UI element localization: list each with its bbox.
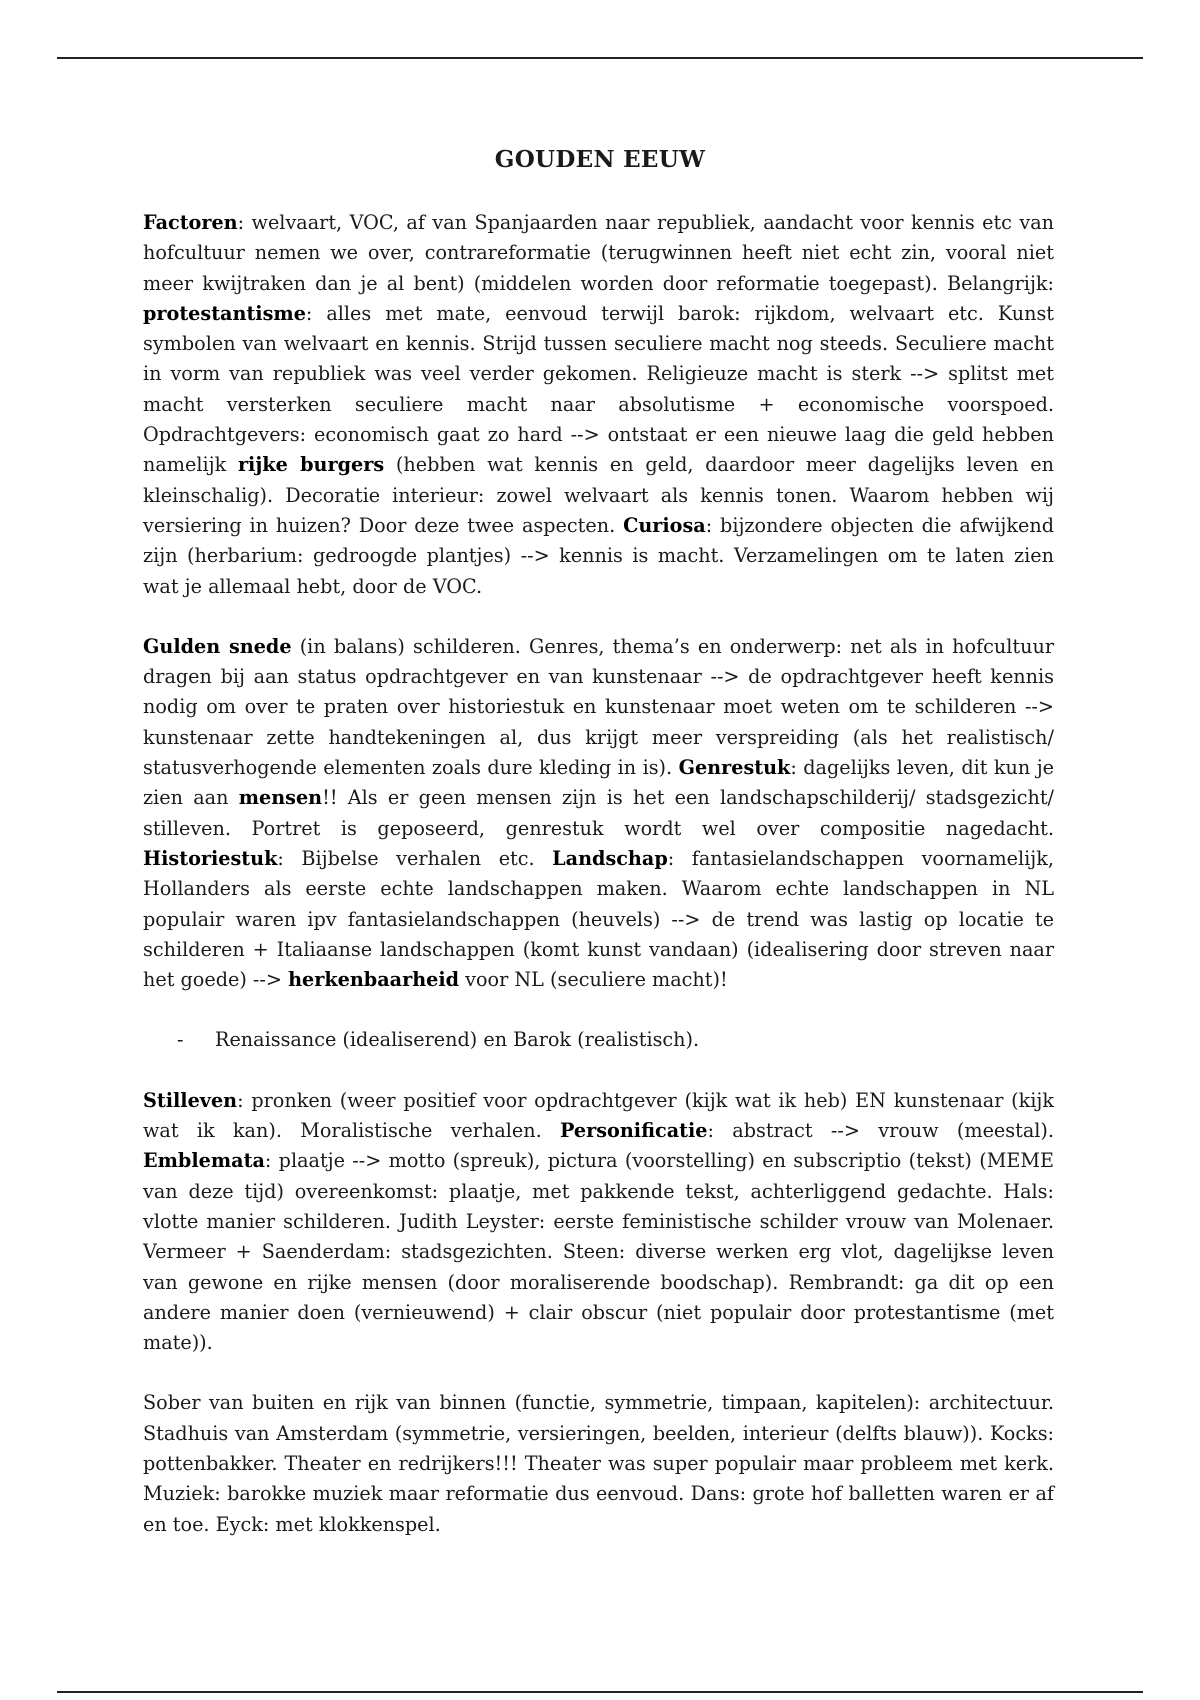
document-body xyxy=(143,208,1054,1540)
paragraph-gap xyxy=(143,995,1054,1025)
term-landschap: Landschap xyxy=(552,846,668,870)
text-run: : bijzondere objecten die afwijkend zijn (herbarium: gedroogde plantjes) --> kennis is macht. Verzamelingen om te laten zien wat je allemaal hebt, door de VOC. xyxy=(143,513,1055,598)
text-run: : pronken (weer positief voor opdrachtgever (kijk wat ik heb) EN kunstenaar (kijk wat ik kan). Moralistische verhalen. xyxy=(143,1088,1054,1143)
text-run: : fantasielandschappen voornamelijk, Hollanders als eerste echte landschappen maken. Waarom echte landschappen in NL populair waren ipv fantasielandschappen (heuvels) --> de trend was lastig op locatie te schilderen + Italiaanse landschappen (komt kunst vandaan) (idealisering door streven naar het goede) --> xyxy=(143,846,1054,992)
text-run: Sober van buiten en rijk van binnen (functie, symmetrie, timpaan, kapitelen): architectuur. Stadhuis van Amsterdam (symmetrie, versieringen, beelden, interieur (delfts blauw)). Kocks: pottenbakker. Theater en redrijkers!!! Theater was super populair maar probleem met kerk. Muziek: barokke muziek maar reformatie dus eenvoud. Dans: grote hof balletten waren er af en toe. Eyck: met klokkenspel. xyxy=(143,1391,1054,1536)
text-run: : plaatje --> motto (spreuk), pictura (voorstelling) en subscriptio (tekst) (MEME van deze tijd) overeenkomst: plaatje, met pakkende tekst, achterliggend gedachte. Hals: vlotte manier schilderen. Judith Leyster: eerste feministische schilder vrouw van Molenaer. Vermeer + Saenderdam: stadsgezichten. Steen: diverse werken erg vlot, dagelijkse leven van gewone en rijke mensen (door moraliserende boodschap). Rembrandt: ga dit op een andere manier doen (vernieuwend) + clair obscur (niet populair door protestantisme (met mate)). xyxy=(143,1149,1054,1355)
term-genrestuk: Genrestuk xyxy=(678,756,791,780)
paragraph-gulden-snede xyxy=(143,632,1054,996)
text-run: : welvaart, VOC, af van Spanjaarden naar republiek, aandacht voor kennis etc van hofcultuur nemen we over, contrareformatie (terugwinnen heeft niet echt zin, vooral niet meer kwijtraken dan je al bent) (middelen worden door reformatie toegepast). Belangrijk: xyxy=(143,211,1054,295)
text-run: (hebben wat kennis en geld, daardoor meer dagelijks leven en kleinschalig). Decoratie interieur: zowel welvaart als kennis tonen. Waarom hebben wij versiering in huizen? Door deze twee aspecten. xyxy=(143,453,1054,537)
term-factoren: Factoren xyxy=(143,211,238,234)
term-personificatie: Personificatie xyxy=(560,1119,708,1143)
bottom-rule xyxy=(57,1691,1143,1693)
term-emblemata: Emblemata xyxy=(143,1149,265,1173)
paragraph-stilleven xyxy=(143,1086,1054,1359)
term-stilleven: Stilleven xyxy=(143,1088,238,1112)
text-run: : dagelijks leven, dit kun je zien aan xyxy=(143,756,1055,810)
paragraph-gap xyxy=(143,1358,1054,1388)
term-protestantisme: protestantisme xyxy=(143,301,306,325)
paragraph-factoren xyxy=(143,208,1054,602)
list-item-text: Renaissance (idealiserend) en Barok (realistisch). xyxy=(215,1028,700,1052)
text-run: voor NL (seculiere macht)! xyxy=(459,968,728,992)
term-gulden-snede: Gulden snede xyxy=(143,634,292,658)
text-run: : abstract --> vrouw (meestal). xyxy=(707,1119,1054,1143)
top-rule xyxy=(57,57,1143,59)
term-historiestuk: Historiestuk xyxy=(143,846,278,870)
text-run: !! Als er geen mensen zijn is het een landschapschilderij/ stadsgezicht/ stilleven. Portret is geposeerd, genrestuk wordt wel over compositie nagedacht. xyxy=(143,786,1054,840)
paragraph-gap xyxy=(143,1056,1054,1086)
term-rijke-burgers: rijke burgers xyxy=(237,453,385,477)
bullet-dash: - xyxy=(177,1028,184,1052)
paragraph-gap xyxy=(143,602,1054,632)
list-item xyxy=(143,1025,1054,1055)
text-run: : alles met mate, eenvoud terwijl barok: rijkdom, welvaart etc. Kunst symbolen van welvaart en kennis. Strijd tussen seculiere macht nog steeds. Seculiere macht in vorm van republiek was veel verder gekomen. Religieuze macht is sterk --> splitst met macht versterken seculiere macht naar absolutisme + economische voorspoed. Opdrachtgevers: economisch gaat zo hard --> ontstaat er een nieuwe laag die geld hebben namelijk xyxy=(143,301,1054,477)
page-title: GOUDEN EEUW xyxy=(494,146,706,173)
paragraph-architectuur xyxy=(143,1388,1054,1539)
term-mensen: mensen xyxy=(238,786,323,810)
term-herkenbaarheid: herkenbaarheid xyxy=(288,968,460,992)
term-curiosa: Curiosa xyxy=(623,513,706,537)
text-run: : Bijbelse verhalen etc. xyxy=(277,846,553,870)
text-run: (in balans) schilderen. Genres, thema’s en onderwerp: net als in hofcultuur dragen bij aan status opdrachtgever en van kunstenaar --> de opdrachtgever heeft kennis nodig om over te praten over historiestuk en kunstenaar moet weten om te schilderen --> kunstenaar zette handtekeningen al, dus krijgt meer verspreiding (als het realistisch/ statusverhogende elementen zoals dure kleding in is). xyxy=(143,634,1054,780)
